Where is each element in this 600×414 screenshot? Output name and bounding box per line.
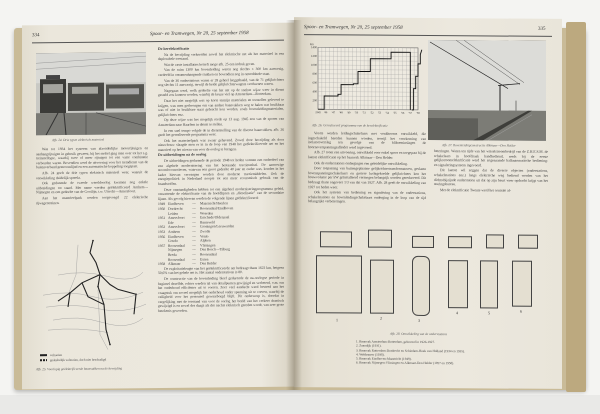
right-page [294, 17, 562, 389]
paragraph: Afb. 27 toont een uitvoering, ontwikkeld voor enkel spoor en toegepast bij de laatste elektrificatie op het baanvak Alkmaar—Den Helder. [308, 150, 426, 160]
header-rule [32, 40, 284, 44]
line-dash: — [192, 247, 196, 252]
line-from: Roosendaal [168, 243, 185, 248]
text-column-3 [308, 131, 426, 206]
line-year: 1953 [158, 229, 166, 234]
map-caption: Afb. 25. Voorlopig geëlektrificeerde baanvakken na de bevrijding [36, 366, 123, 372]
x-tick-label: '52 [370, 111, 374, 115]
line-dash: — [192, 220, 196, 225]
y-tick-label: 1400 [311, 45, 317, 50]
paragraph: Met de elektrificatie Twente werd het centrale af- [440, 187, 512, 193]
paragraph: De constructie van de bovenleiding bleef gedurende de na-oorlogse periode in beginsel dezelfde, echter werden tal van detailpunten gewijzigd en verbeterd, o.m. om het onderhoud efficiënter uit te voeren. Zoer veel aandacht werd besteed aan het vraagstuk om zoveel mogelijk het onderhoud onder spanning uit te voeren, waarbij de veiligheid voor het personeel gewaarborgd blijft. Dit onderwerp is, doordat in vergelijking met de toestand van voor de oorlog het beeld van het verkeer drastisch gewijzigd is en zowel des daags als des nachts elektrisch gereden wordt, van zeer grote betekenis geworden. [158, 275, 284, 314]
paragraph: De uitbreidingen gedurende de periode 1948 tot heden vormen een onderdeel van een algehele modernisering van het bestaande tractiestelsel. De aanwezige stoomlocomotieven, waarvan een groot gedeelte 40 jaar en ouder was, konden in het kader hiervan vervangen worden door moderne tractiemiddelen. Ook de energiepolitiek in Nederland noopte tot een meer economisch gebruik van de brandstoffen. [158, 157, 284, 187]
map-legend-item: voltooien [40, 353, 62, 357]
left-page [22, 23, 294, 390]
line-year: 1951 [158, 216, 166, 221]
line-to: Vlissingen [200, 243, 216, 248]
plans-legend-item: 5. Baanvak Eindhoven-Maastricht (1949). [356, 356, 412, 362]
line-from: Eindhoven [168, 202, 184, 207]
photo-electric-trains [36, 52, 146, 135]
line-from: Ede [168, 220, 174, 225]
y-tick-label: 1200 [311, 54, 317, 59]
x-tick-label: '48 [339, 111, 343, 115]
x-tick-label: '55 [393, 111, 397, 115]
floor-plan [412, 256, 430, 316]
section-heading: De herelektrificatie [158, 46, 190, 51]
x-tick-label: '47 [331, 111, 336, 115]
substation-plans-figure [308, 229, 548, 341]
text-column-2 [158, 45, 284, 315]
paragraph: Na de bevrijding verkeerden zowel het elektrische net als het materieel in een deplorabele toestand. [158, 51, 284, 62]
paragraph: De exploitatielengte van het geëlektrificeerde net bedraagt thans 1622 km, hetgeen 50,6% van het gehele net is. Het aantal onderstations is 80. [158, 265, 284, 276]
line-from: Amersfoort [168, 225, 185, 230]
floor-plan [480, 260, 498, 308]
paragraph: Dit laatste wil zeggen dat de diverse objecten (onderstations, schakelstations enz.) langs elektrische weg bediend worden van het dichtstbijzijnde onderstation uit dat op zijn beurt weer opdracht krijgt van het sturingsbureau. [434, 168, 548, 187]
plan-number: 6 [520, 308, 522, 314]
line-to: Roosendaal/Eindhoven [200, 206, 234, 211]
paragraph: Aan het materieelpark werden toegevoegd 22 elektrische rijwagentreinen. [36, 195, 148, 205]
line-from: Nijmegen [168, 248, 183, 253]
paragraph: Daar het niet mogelijk was op korte termijn materialen en toestellen geleverd te krijgen, was men gedwongen om van andere baanvakken weg te halen wat bruikbaar was of niet in bruikbare staat gebracht kon worden, zoals bovenleidingmaterialen, gelijkrichters enz. [158, 97, 284, 117]
plans-caption: Afb. 28. Ontwikkeling van de onderstations [390, 331, 448, 337]
y-tick-label: 600 [312, 80, 317, 85]
paragraph: Op deze wijze was het mogelijk reeds op 13 aug. 1945 een van de sporen van Amsterdam naar Haarlem in dienst te stellen. [158, 116, 284, 127]
plans-legend-item: 1. Baanvak Amsterdam-Rotterdam, gebouwd in 1926-1927. [356, 339, 435, 345]
map-legend-item: gedeeltelijk voltooien, doch niet beschadigd [40, 358, 106, 363]
photo-catenary-construction [428, 40, 546, 141]
line-to: Den Bosch—Tilburg [200, 247, 231, 252]
elevation-drawing [368, 230, 392, 248]
line-dash: — [192, 252, 196, 257]
header-rule [304, 34, 552, 37]
paragraph: Deze omstandigheden hebben tot een algeheel moderniseringprogramma geleid, omvattende de elektrificatie van de hoofdlijnen en „dieselisatie” van de secundaire lijnen. Als gevolg hiervan werden de volgende lijnen geëlektrificeerd: [158, 186, 284, 201]
plans-legend-item: 6. Baanvak Nijmegen-Vlissingen en Alkmaar-Den Helder (1957 en 1958). [356, 360, 455, 366]
x-tick-label: 1945 [315, 111, 321, 115]
line-dash: — [192, 211, 196, 216]
line-year: 1952 [158, 225, 166, 230]
line-dash: — [192, 224, 196, 230]
line-year: 1949 [158, 202, 166, 207]
plans-legend-item: 4. Weldemeer (1938). [356, 352, 385, 357]
paragraph: Ook het materieelpark was zwaar gehavend. Zowel door bevrijding als door nieuwbouw slaagde men er in in de loop van 1948 het geëlektrificeerde net en het materieel op het niveau van voor de oorlog te brengen. [158, 137, 284, 152]
line-dash: — [192, 215, 196, 220]
paragraph: In een snel tempo volgde de in dienststelling van de diverse baanvakken, afb. 26 geeft het gerealiseerde programma weer. [158, 127, 284, 138]
line-from: Alkmaar [168, 261, 181, 267]
text-column-4 [434, 149, 548, 194]
chart-caption: Afb. 26. Gerealiseerd programma van de herelektrificatie [312, 123, 388, 128]
line-from: Leiden [168, 211, 178, 216]
legend-swatch-dashed [40, 359, 47, 361]
line-dash: — [192, 261, 196, 266]
y-axis-label: km [310, 42, 314, 47]
table-surface [0, 395, 600, 414]
paragraph: Ook het systeem van bediening en signalering van de onderstations, schakelstations en bovenleidingschakelaars onderging in de loop van de tijd belangrijke verbeteringen. [308, 190, 426, 204]
paragraph: Door toepassing van buitengeplaatste gelijkrichtertransformatoren, geslaten bovenspanningsschakelaars en grotere luchtgekoelde gelijkrichters kon het bouwvolume per kW geïnstalleerd vermogen belangrijk worden gereduceerd. Dit bedraagt thans ongeveer 1/3 van dat van 1927. Afb. 28 geeft de ontwikkeling van 1927 tot heden weer. [308, 166, 426, 189]
line-from: Amersfoort [168, 215, 185, 221]
floor-plan [448, 260, 468, 308]
page-number: 334 [32, 33, 40, 39]
line-dash: — [192, 229, 196, 234]
book-cover-edge [566, 22, 586, 392]
photo-caption: Afb. 27. Bovenleidingconstructie Alkmaar—Den Helder [442, 143, 516, 148]
plans-legend-item: 3. Baanvak Rotterdam-Dordrecht en Schiedam-Hoek van Holland (1934 en 1935). [356, 348, 465, 353]
x-tick-label: '56 [400, 111, 405, 115]
railway-map [38, 234, 148, 355]
plan-number: 4 [456, 310, 458, 316]
legend-swatch-solid [40, 354, 47, 356]
paragraph: Ook de onderstations ondergingen een geleidelijke ontwikkeling. [314, 160, 408, 166]
line-from: Eindhoven [168, 234, 184, 239]
line-dash: — [192, 234, 196, 239]
page-number: 335 [538, 26, 546, 32]
paragraph: Van de 36 onderstations waren er 28 geheel leeggehaald, van de 71 gelijkrichters nog slechts 11 aanwezig, terwijl de beide gelijkrichterwagens verdwenen waren. [158, 77, 284, 88]
paragraph: beteringen. Waren ten tijde van het wisselstroombedrijf van de Z.H.E.S.M. de schakelaars in hoofdzaak handbediend, reeds bij de eerste gelijkstroomelektrificatie werd het zogenaamde halfautomatische bediening- en signaleringsysteem ingevoerd. [434, 149, 548, 168]
map-station [69, 292, 71, 294]
line-from: Breda [168, 252, 177, 257]
plan-number: 5 [488, 310, 490, 316]
x-tick-label: '58 [416, 111, 420, 115]
plan-number: 1 [336, 317, 338, 323]
electrification-chart [300, 39, 424, 122]
y-tick-label: 1000 [311, 62, 317, 67]
line-from: Roosendaal [168, 257, 185, 262]
section-heading: De uitbreidingen na de oorlog [158, 152, 207, 158]
x-tick-label: '51 [362, 111, 366, 115]
y-tick-label: 800 [312, 71, 317, 76]
trains-image [36, 52, 146, 135]
line-to: Groningen/Leeuwarden [200, 224, 235, 229]
floor-plan [316, 255, 362, 313]
elevation-drawing [518, 235, 538, 249]
electrified-lines-list [158, 201, 284, 267]
elevation-drawing [412, 236, 434, 248]
line-to: Woerden [200, 211, 213, 216]
line-to: Barneveld [200, 220, 215, 225]
line-to: Essen [200, 257, 209, 262]
plan-number: 3 [418, 317, 420, 323]
line-to: Maastricht/Heerlen [200, 201, 228, 206]
line-dash: — [192, 257, 196, 262]
floor-plan [512, 261, 532, 307]
x-tick-label: '49 [347, 111, 351, 115]
x-tick-label: '53 [377, 111, 382, 115]
paragraph: Ook gedurende de tweede wereldoorlog kwamen nog enkele uitbreidingen tot stand. Met name werden geëlektrificeerd Arnhem—Nijmegen en een gedeelte van de Gooilijn, t.w. Utrecht—Amersfoort. [36, 180, 148, 195]
elevation-drawing [486, 234, 504, 248]
line-to: Roosendaal [200, 252, 217, 257]
line-to: Den Helder [200, 261, 217, 266]
line-from: Gouda [168, 238, 178, 244]
y-tick-label: 200 [312, 98, 317, 103]
floor-plan [370, 260, 394, 314]
x-tick-label: '46 [324, 111, 328, 115]
line-year: 1956 [158, 234, 166, 239]
x-tick-label: '50 [354, 111, 359, 115]
line-from: Arnhem [168, 229, 180, 234]
map-station [92, 240, 94, 242]
paragraph: Was tot 1934 het systeem van afzonderlijke motorrijtuigen en aanhangrijtuigen in gebruik geweest, bij het stelsel ging men over tot het z.g. treinstelltype, waarbij twee of meer rijtuigen tot een vaste combinatie verbonden waren. Bovendien werd de uitvoering voor het treindienst van de buitenverband gestroomlijnd en een automatische koppeling toegepast. [36, 146, 148, 170]
catenary-image [428, 40, 546, 141]
paragraph: Voorts werden leidingschakelaars met vonkhoorns ontwikkeld, die ingeschakeld bereden kunnen worden, terwijl het voorkoming van isolatoroverslag ten gevolge van de blikseminslagen de hoornoverspanningsafleider werd ingevoerd. [308, 131, 426, 150]
paragraph: Nagegaan werd, welk gedeelte van het net op de snelste wijze weer in dienst gesteld zou kunnen worden, waarbij de keuze viel op Amsterdam—Rotterdam. [158, 87, 284, 98]
plans-legend [356, 339, 465, 366]
photo-caption: Afb. 24. Drie typen elektrisch materieel [52, 137, 105, 143]
x-tick-label: '57 [408, 111, 412, 115]
line-year: 1950 [158, 206, 166, 211]
running-header: Spoor- en Tramwegen, Nr 20, 25 september 1958 [304, 25, 403, 31]
running-header: Spoor- en Tramwegen, Nr 20, 25 september 1958 [150, 31, 249, 38]
line-dash: — [192, 238, 196, 243]
line-dash: — [192, 202, 196, 207]
elevation-drawing [320, 231, 352, 247]
plan-number: 2 [380, 315, 382, 321]
paragraph: Van de ruim 1300 km bovenleiding waren nog slechts ± 300 km aanwezig, verdeeld in onsamenhangende stukken en bovendien nog in ontredderde staat. [158, 67, 284, 77]
line-from: Dordrecht [168, 206, 183, 211]
line-year: 1957 [158, 243, 166, 248]
paragraph: Wat de vaste installaties betreft moge afb. 25 een indruk geven. [164, 61, 256, 67]
book-gutter [286, 20, 302, 390]
elevation-drawing [448, 236, 472, 248]
line-to: Enschede/Oldenzaal [200, 215, 230, 220]
paragraph: Afb. 24 geeft de drie typen elektrisch materieel weer, waaruit de ontwikkeling duidelijk spreekt. [36, 170, 148, 180]
x-tick-label: '54 [385, 111, 389, 115]
line-dash: — [192, 206, 196, 211]
text-column-1 [36, 146, 148, 206]
plans-legend-item: 2. Zaandijk (1931). [356, 343, 382, 348]
line-to: Alphen [200, 238, 211, 243]
line-to: Zwolle [200, 229, 211, 234]
line-year: 1958 [158, 262, 166, 267]
y-tick-label: 400 [312, 89, 317, 94]
line-dash: — [192, 243, 196, 248]
line-to: Venlo [200, 234, 209, 239]
